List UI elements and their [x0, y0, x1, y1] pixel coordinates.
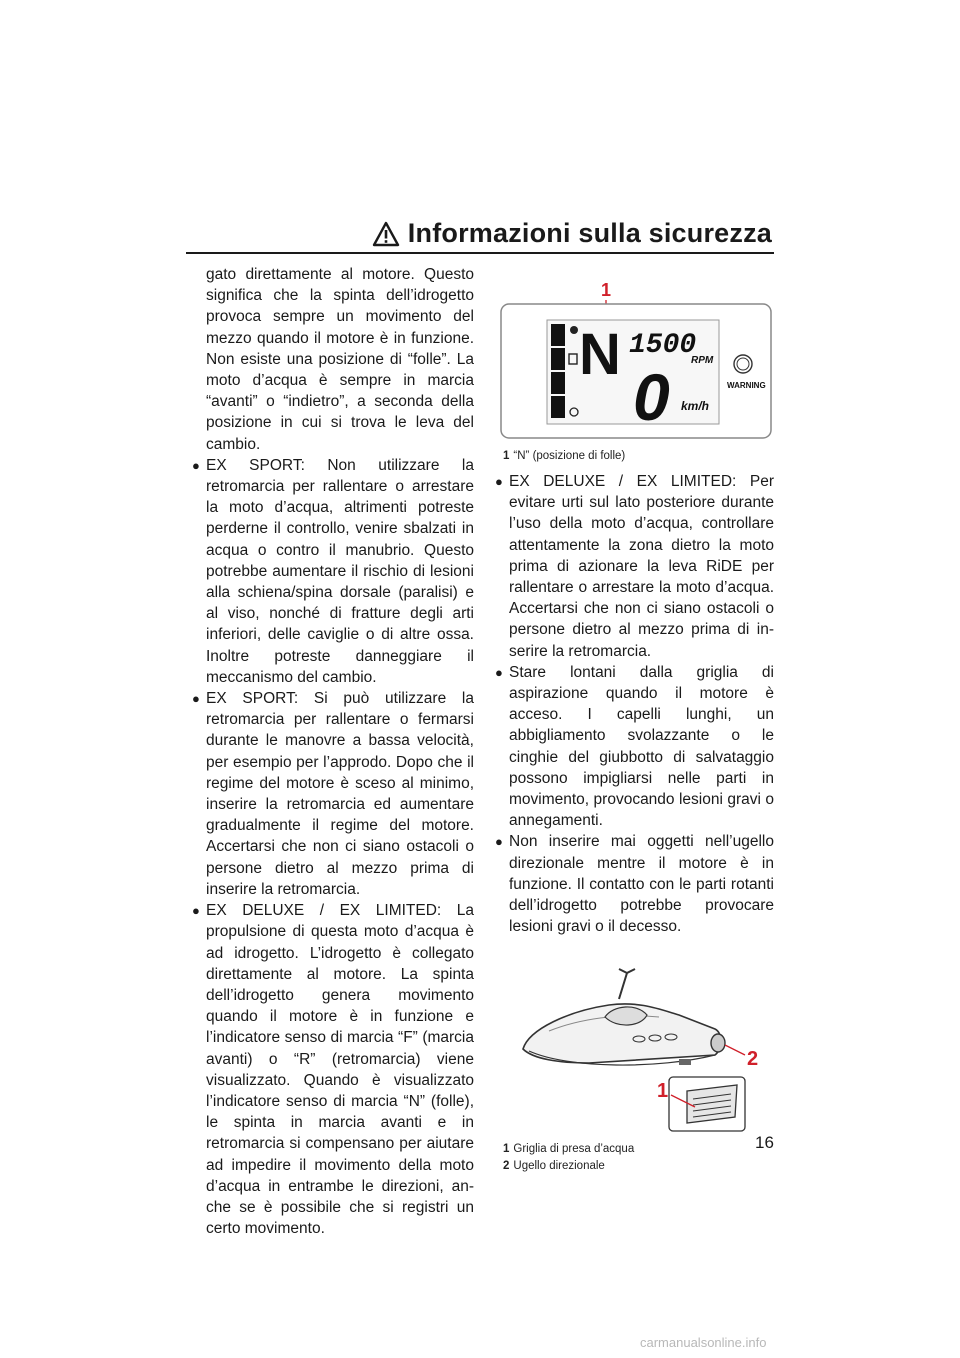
watercraft-illustration — [509, 959, 773, 1135]
bullet-text: EX DELUXE / EX LIMITED: La propulsione di questa moto d’acqua è ad idrogetto. L’idrogetto è collegato direttamente al motore. La spinta dell’idrogetto genera movimento quando il motore è in funzione e l’indicatore senso di marcia “F” (marcia avanti) o “R” (retromarcia) viene visualizzato. Quando è visualizzato l’indicatore senso di marcia “N” (folle), le spinta in marcia avanti e in retromarcia si compensano per aiutare ad impedire il movimento della moto d’acqua in entrambe le direzioni, anche se è possibile che si registri un certo movimento. — [206, 902, 474, 1238]
speed-value: 0 — [633, 360, 670, 434]
page-header — [372, 218, 772, 249]
right-column — [493, 264, 774, 1175]
indicator-dot-icon — [570, 326, 578, 334]
caption-number: 1 — [503, 1143, 510, 1156]
bullet-text: Non inserire mai oggetti nell’ugello direzionale mentre il motore è in funzione. Il contatto con le parti rotanti dell’idrogetto potrebbe provocare lesioni gravi o il decesso. — [509, 833, 774, 936]
list-item — [190, 455, 474, 688]
bullet-text: EX DELUXE / EX LIMITED: Per evitare urti sul lato posteriore durante l’uso della moto d’acqua, controllare attentamente la zona dietro la moto prima di azionare la leva RiDE per rallentare o arrestare la moto d’acqua. Accertarsi che non ci siano ostacoli o persone dietro al mezzo prima di inserire la retromarcia. — [509, 473, 774, 660]
callout-number-1: 1 — [657, 1080, 669, 1103]
list-item — [493, 662, 774, 832]
list-item — [190, 688, 474, 900]
figure-caption — [493, 1141, 774, 1175]
bullet-text: EX SPORT: Non utilizzare la retromarcia per rallentare o arrestare la moto d’acqua, altrimenti potreste perderne il controllo, venire sbalzati in acqua o contro il manubrio. Questo potrebbe aumentare il rischio di lesioni alla schiena/spina dorsale (paralisi) e al viso, nonché di fratture degli arti inferiori, delle caviglie o di altre ossa. Inoltre potreste danneggiare il meccanismo del cambio. — [206, 456, 474, 686]
gear-indicator: N — [579, 322, 621, 387]
warning-label: WARNING — [727, 381, 766, 390]
speed-unit: km/h — [681, 399, 710, 413]
callout-number-2: 2 — [747, 1048, 759, 1071]
caption-number: 1 — [503, 450, 510, 462]
bullet-text: EX SPORT: Si può utilizzare la retromarcia per rallentare o fermarsi durante le manovre a bassa velocità, per esempio per l’approdo. Dopo che il regime del motore è sceso al minimo, inserire la retromarcia ed aumentare gradualmente il regime del motore. Accertarsi che non ci siano ostacoli o persone dietro al mezzo prima di inserire la retromarcia. — [206, 690, 474, 898]
caption-number: 2 — [503, 1160, 510, 1173]
bullet-icon: ● — [192, 457, 200, 473]
header-rule — [186, 252, 774, 254]
bullet-icon: ● — [495, 834, 503, 850]
page-number: 16 — [755, 1133, 774, 1152]
list-item — [493, 471, 774, 662]
watercraft-figure — [509, 959, 773, 1135]
lcd-display-figure — [497, 264, 773, 444]
bullet-icon: ● — [495, 474, 503, 489]
rpm-unit: RPM — [691, 355, 714, 366]
list-item — [190, 900, 474, 1239]
nozzle — [711, 1034, 725, 1052]
bullet-icon: ● — [495, 664, 503, 680]
caption-text: Ugello direzionale — [513, 1160, 605, 1173]
page-title: Informazioni sulla sicurezza — [407, 218, 772, 248]
bullet-icon: ● — [192, 691, 200, 707]
callout-number: 1 — [601, 280, 612, 300]
left-column — [190, 264, 474, 1239]
caption-text: “N” (posizione di folle) — [513, 450, 626, 462]
bullet-icon: ● — [192, 903, 200, 919]
intake-grate-small — [679, 1059, 691, 1065]
continuation-paragraph: gato direttamente al motore. Questo significa che la spinta dell’idrogetto provoca sempre un movimento del mezzo quando il motore è in funzione. Non esiste una posizione di “folle”. La moto d’acqua è sempre in marcia “avanti” o “indietro”, a seconda della posizione in cui si trova le leva del cambio. — [206, 266, 474, 453]
watermark: carmanualsonline.info — [640, 1335, 767, 1350]
lcd-illustration — [497, 264, 773, 444]
bullet-text: Stare lontani dalla griglia di aspirazione quando il motore è acceso. I capelli lunghi, un abbigliamento svolazzante o le cinghie del giubbotto di salvataggio possono impigliarsi nelle parti in movimento, provocando lesioni gravi o annegamenti. — [509, 663, 774, 830]
figure-caption — [493, 448, 774, 465]
warning-triangle-icon — [372, 221, 400, 247]
caption-text: Griglia di presa d’acqua — [513, 1143, 635, 1156]
rpm-value: 1500 — [629, 330, 697, 361]
list-item — [493, 831, 774, 937]
